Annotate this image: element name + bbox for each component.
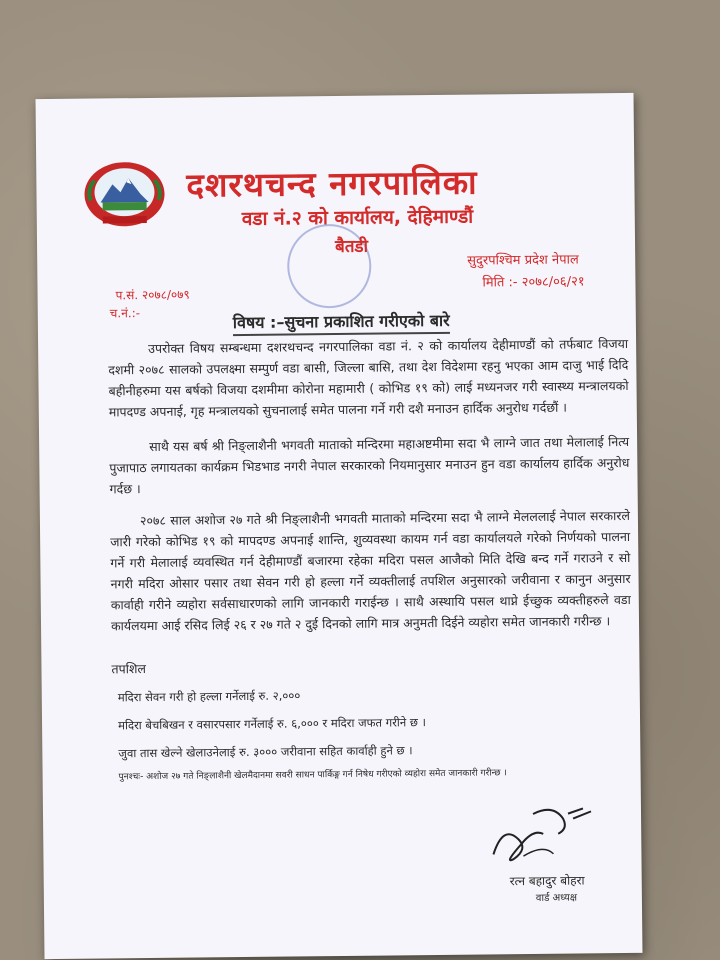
annex-item: मदिरा सेवन गरी हो हल्ला गर्नेलाई रु. २,००० [117, 688, 301, 705]
postscript: पुनश्चः- अशोज २७ गते निङ्लाशैनी खेलमैदानमा सवरी साधन पार्किङ्ग गर्न निषेध गरीएको व्यहोरा समेत जानकारी गरीन्छ । [118, 768, 507, 783]
paragraph-1: उपरोक्त विषय सम्बन्धमा दशरथचन्द नगरपालिका वडा नं. २ को कार्यालय देहीमाण्डौं को तर्फबाट विजया दशमी २०७८ सालको उपलक्ष्मा सम्पुर्ण वडा बासी, जिल्ला बासि, तथा देश विदेशमा रहनु भएका आम दाजु भाई दिदि बहीनीहरुमा यस बर्षको विजया दशमीमा कोरोना महामारी ( कोभिड १९ को) लाई मध्यनजर गरी स्वास्थ्य मन्त्रालयको मापदण्ड अपनाई, गृह मन्त्रालयको सुचनालाई समेत पालना गर्ने गरी दशै मनाउन हार्दिक अनुरोध गर्दछौं । [108, 335, 629, 420]
signatory-name: रत्न बहादुर बोहरा [509, 873, 585, 889]
subject-line: विषय :–सुचना प्रकाशित गरीएको बारे [233, 309, 450, 336]
paragraph-3: २०७८ साल अशोज २७ गते श्री निङ्लाशैनी भगवती माताको मन्दिरमा सदा भै लाग्ने मेलललाई नेपाल सरकारले जारी गरेको कोभिड १९ को मापदण्ड अपनाई शान्ति, शुव्यवस्था कायम गर्न वडा कार्यालयले गरेको निर्णयको पालना गर्ने गरी मेलालाई व्यवस्थित गर्न देहीमाण्डौं बजारमा रहेका मदिरा पसल आजैको मिति देखि बन्द गर्ने गराउने र सो नगरी मदिरा ओसार पसार तथा सेवन गरी हो हल्ला गर्ने व्यक्तीलाई तपशिल अनुसारको जरीवाना र कानुन अनुसार कार्वाही गरीने व्यहोरा सर्वसाधारणको लागि जानकारी गराईन्छ । साथै अस्थायि पसल थाप्ने ईच्छुक व्यक्तीहरुले वडा कार्यलयमा आई रसिद लिई २६ र २७ गते २ दुई दिनको लागि मात्र अनुमती दिईने व्यहोरा समेत जानकारी गरीन्छ । [110, 507, 631, 634]
district-name: बैतडी [334, 236, 369, 258]
annex-item: जुवा तास खेल्ने खेलाउनेलाई रु. ३००० जरीवाना सहित कार्वाही हुने छ । [118, 743, 413, 761]
province-name: सुदुरपश्चिम प्रदेश नेपाल [467, 252, 579, 269]
reference-number: प.सं. २०७८/०७९ [115, 287, 190, 303]
annex-heading: तपशिल [111, 661, 147, 677]
dispatch-number: च.नं.:- [109, 306, 141, 321]
paragraph-2: साथै यस बर्ष श्री निङ्लाशैनी भगवती माताको मन्दिरमा महाअष्टमीमा सदा भै लाग्ने जात तथा मेलालाई नित्य पुजापाठ लगायतका कार्यक्रम भिडभाड नगरी नेपाल सरकारको नियमानुसार मनाउन हुन वडा कार्यालय हार्दिक अनुरोध गर्दछ । [109, 433, 630, 497]
handwritten-signature [473, 783, 614, 874]
signatory-title: वार्ड अध्यक्ष [535, 892, 578, 904]
notice-letter [36, 93, 643, 959]
ward-office-subtitle: वडा नं.२ को कार्यालय, देहिमाण्डौं [241, 205, 474, 231]
nepal-emblem-logo [82, 160, 167, 229]
annex-item: मदिरा बेचबिखन र वसारपसार गर्नेलाई रु. ६,००० र मदिरा जफत गरीने छ । [118, 715, 427, 733]
municipality-title: दशरथचन्द नगरपालिका [186, 162, 478, 205]
letter-date: मिति :- २०७८/०६/२१ [482, 274, 585, 291]
